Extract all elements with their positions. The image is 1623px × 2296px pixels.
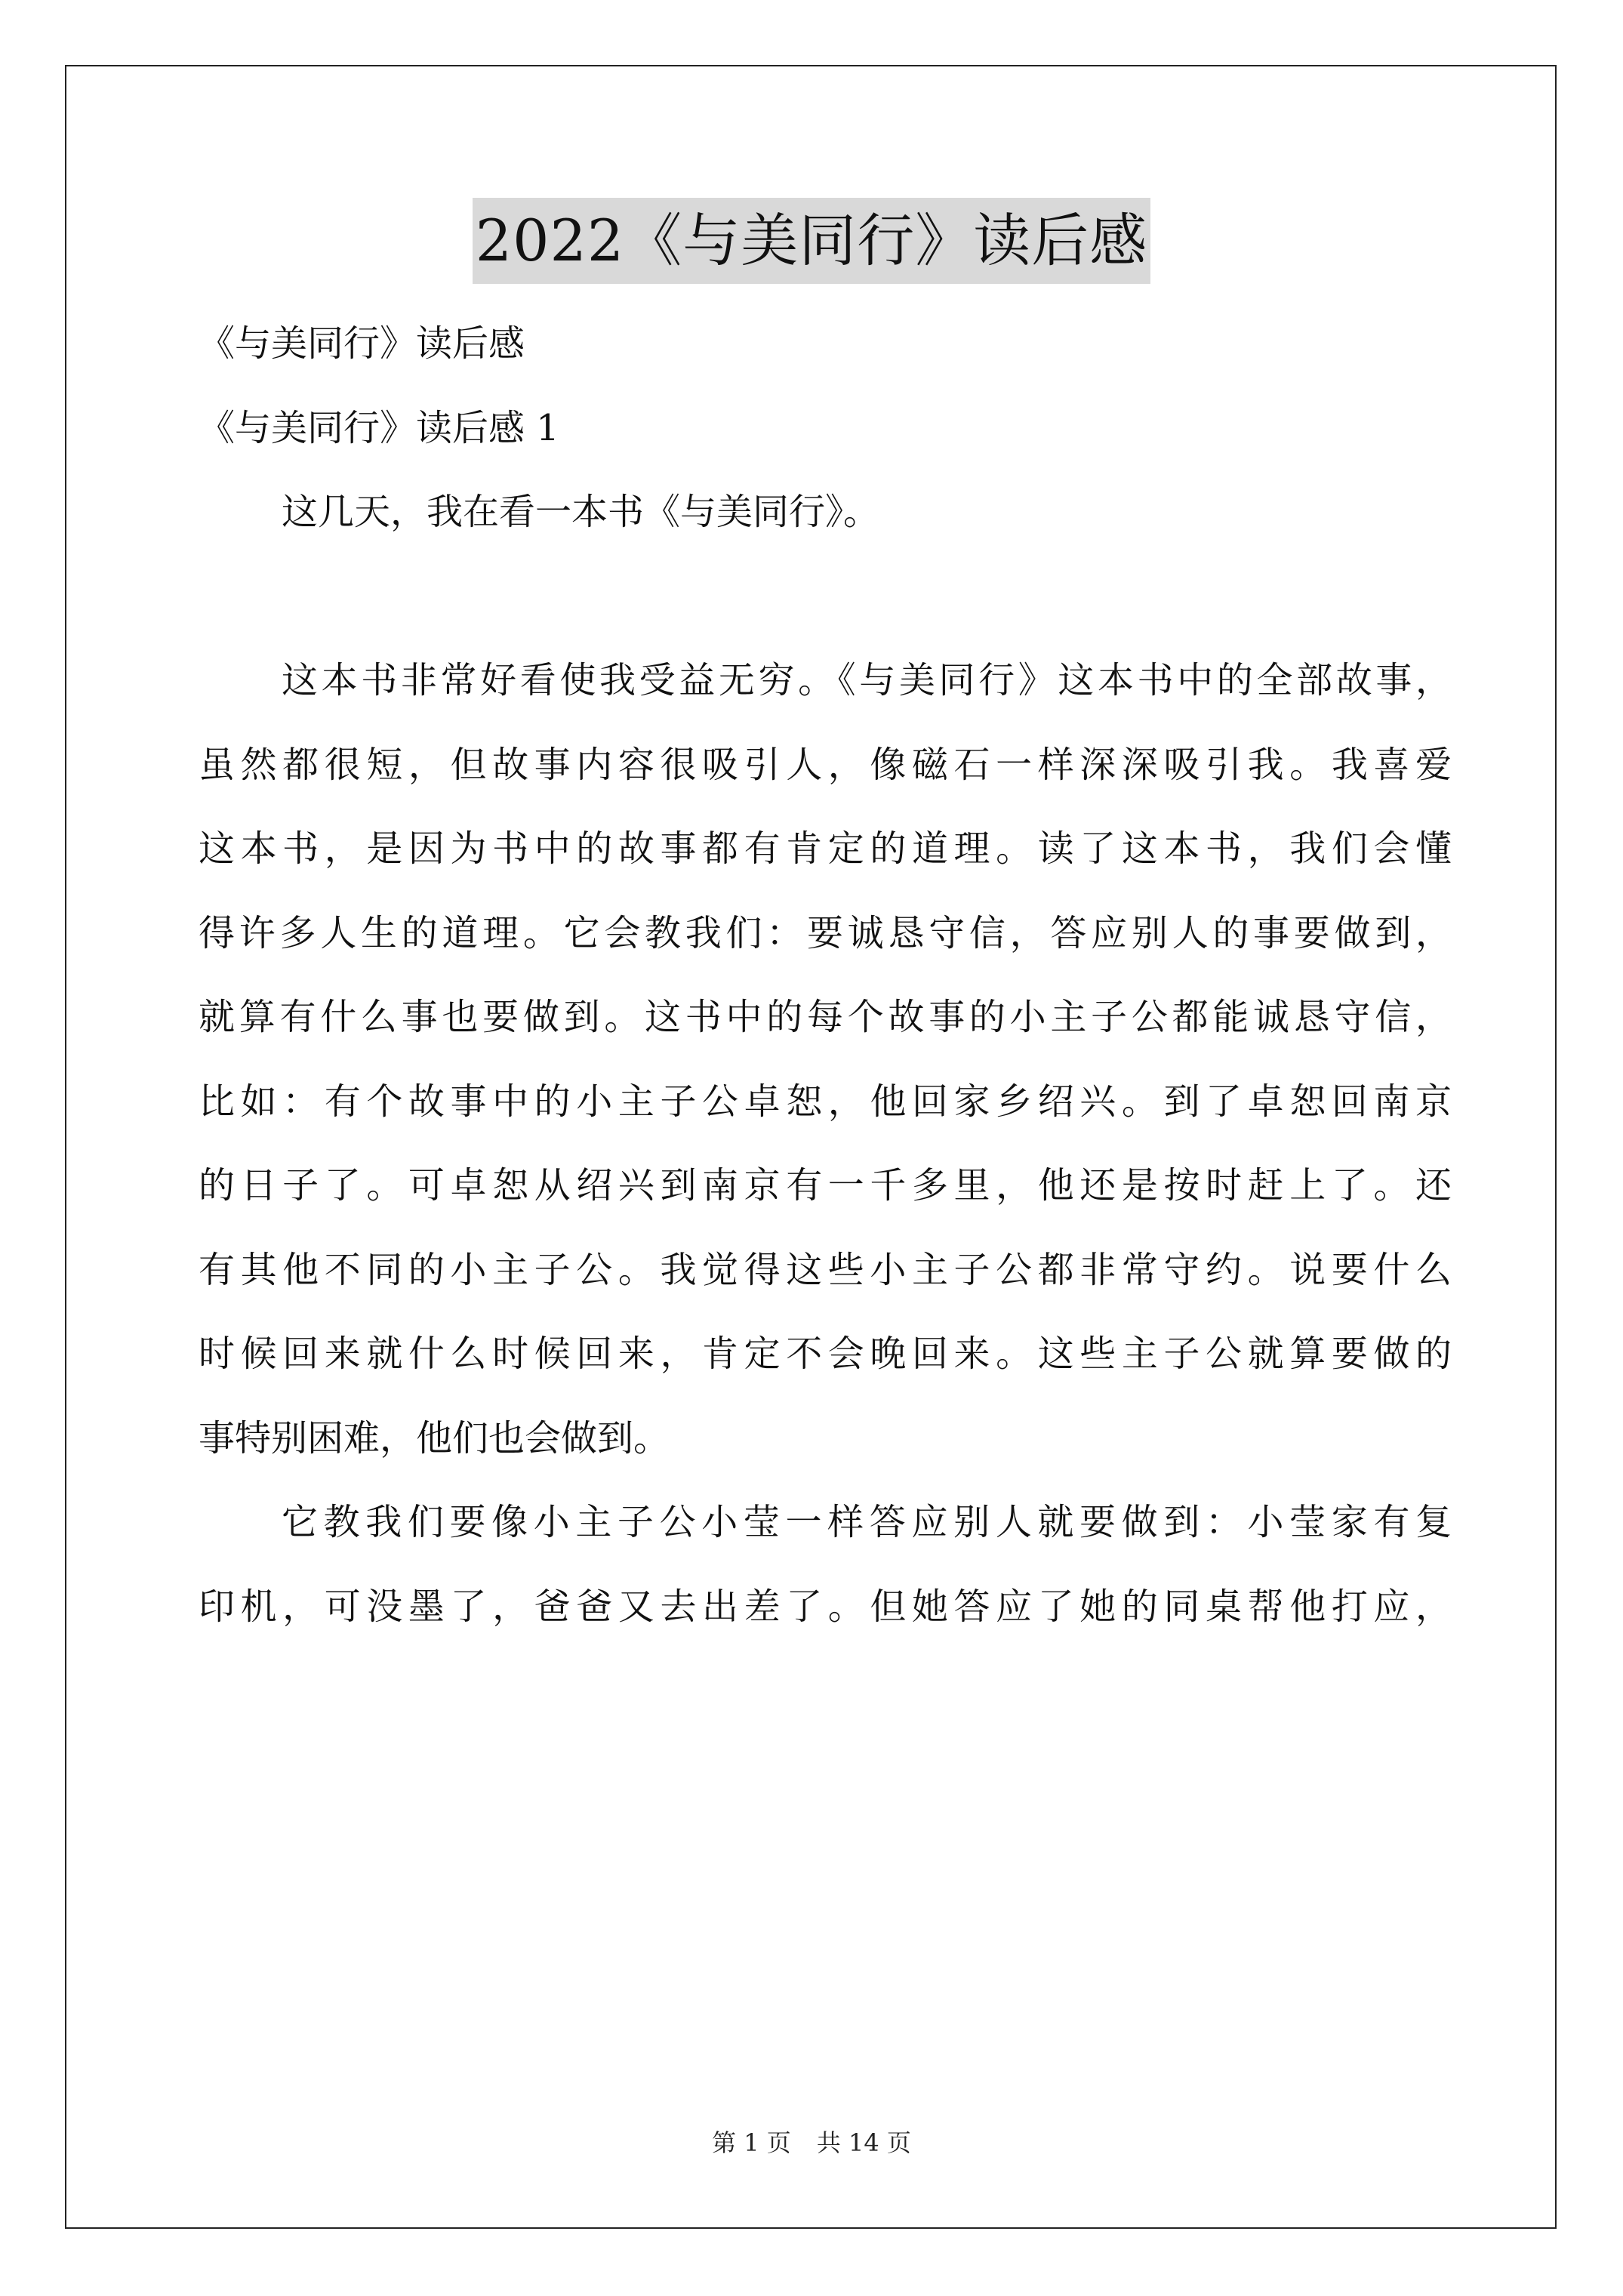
paragraph-1: 这几天，我在看一本书《与美同行》。 [282, 491, 880, 533]
paragraph-2-line: 虽然都很短，但故事内容很吸引人，像磁石一样深深吸引我。我喜爱 [199, 743, 1452, 786]
blank-line [199, 555, 1452, 639]
paragraph-2-line: 这本书非常好看使我受益无穷。《与美同行》这本书中的全部故事， [282, 659, 1452, 701]
title-container [0, 198, 1623, 284]
paragraph-3-line: 它教我们要像小主子公小莹一样答应别人就要做到：小莹家有复 [282, 1501, 1452, 1543]
paragraph-2-line: 这本书，是因为书中的故事都有肯定的道理。读了这本书，我们会懂 [199, 827, 1452, 870]
paragraph-2-line: 事特别困难，他们也会做到。 [199, 1416, 670, 1459]
page-footer [0, 2128, 1623, 2158]
paragraph-2-line: 就算有什么事也要做到。这书中的每个故事的小主子公都能诚恳守信， [199, 996, 1452, 1038]
paragraph-3-line: 印机，可没墨了，爸爸又去出差了。但她答应了她的同桌帮他打应， [199, 1585, 1452, 1628]
page-total: 共 14 页 [816, 2128, 911, 2157]
paragraph-2 [199, 639, 1452, 1481]
paragraph-2-line: 有其他不同的小主子公。我觉得这些小主子公都非常守约。说要什么 [199, 1248, 1452, 1291]
paragraph-2-line: 得许多人生的道理。它会教我们：要诚恳守信，答应别人的事要做到， [199, 911, 1452, 954]
paragraph-3 [199, 1481, 1452, 1649]
document-title: 2022《与美同行》读后感 [473, 198, 1150, 284]
paragraph-2-line: 时候回来就什么时候回来，肯定不会晚回来。这些主子公就算要做的 [199, 1333, 1452, 1375]
page-number: 第 1 页 [712, 2128, 791, 2157]
paragraph-2-line: 的日子了。可卓恕从绍兴到南京有一千多里，他还是按时赶上了。还 [199, 1164, 1452, 1207]
paragraph-2-line: 比如：有个故事中的小主子公卓恕，他回家乡绍兴。到了卓恕回南京 [199, 1080, 1452, 1123]
section-heading: 《与美同行》读后感 1 [199, 406, 559, 449]
document-body [199, 302, 1452, 1649]
subtitle: 《与美同行》读后感 [199, 322, 525, 365]
